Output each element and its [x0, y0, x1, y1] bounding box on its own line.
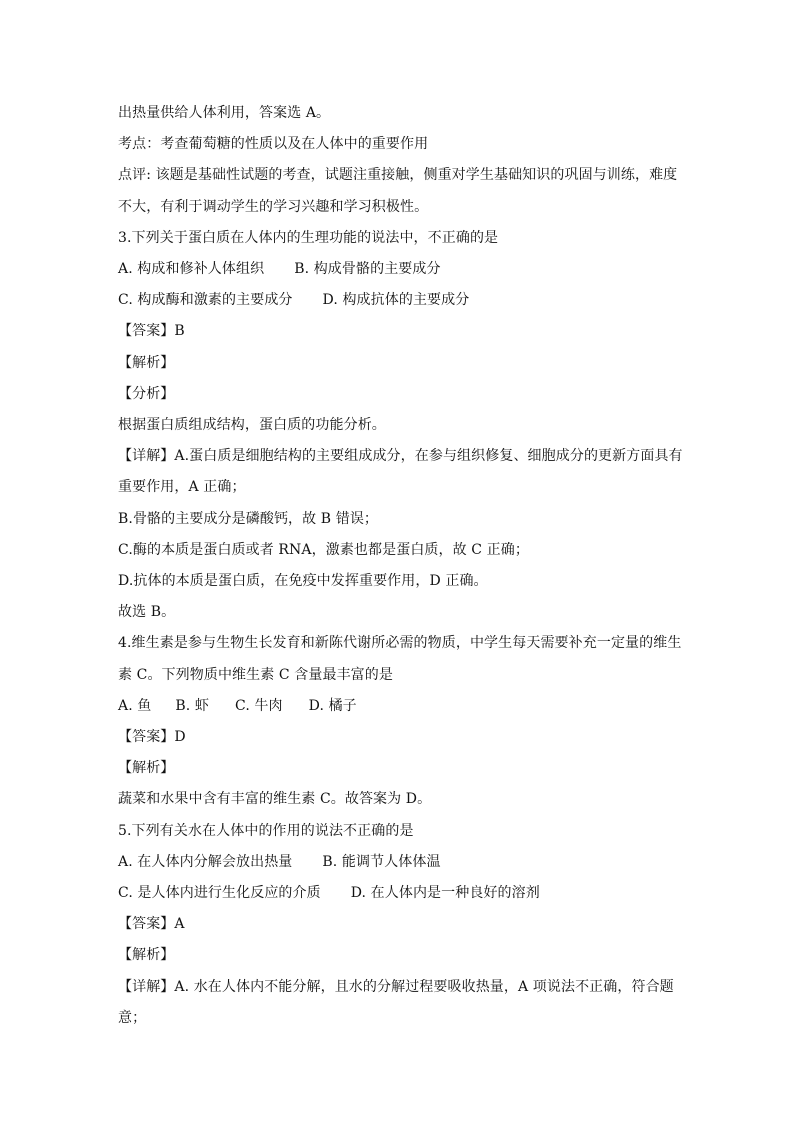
answer-label: 【答案】B: [118, 323, 185, 340]
option-c: C. 牛肉: [235, 697, 283, 714]
text-line: 点评: 该题是基础性试题的考查，试题注重接触，侧重对学生基础知识的巩固与训练，难度: [118, 167, 678, 184]
option-c: C. 构成酶和激素的主要成分: [118, 292, 293, 309]
question-5-stem: 5.下列有关水在人体中的作用的说法不正确的是: [118, 822, 414, 839]
analysis-label: 【分析】: [118, 385, 175, 402]
text-line: 出热量供给人体利用，答案选 A。: [118, 105, 331, 121]
option-b: B. 虾: [175, 697, 210, 714]
detail-text: C.酶的本质是蛋白质或者 RNA，激素也都是蛋白质，故 C 正确；: [118, 541, 529, 558]
question-4-options: [118, 691, 684, 722]
text-line: 考点：考查葡萄糖的性质以及在人体中的重要作用: [118, 136, 429, 153]
detail-text: 意；: [118, 1009, 147, 1026]
option-a: A. 鱼: [118, 697, 152, 714]
option-a: A. 构成和修补人体组织: [118, 261, 265, 278]
detail-text: 【详解】A.蛋白质是细胞结构的主要组成成分，在参与组织修复、细胞成分的更新方面具有: [118, 448, 683, 465]
explanation-label: 【解析】: [118, 354, 175, 371]
option-d: D. 橘子: [308, 697, 357, 714]
question-5-options-row-2: [118, 878, 684, 909]
answer-label: 【答案】D: [118, 729, 186, 746]
question-3-stem: 3.下列关于蛋白质在人体内的生理功能的说法中，不正确的是: [118, 229, 499, 246]
detail-text: 重要作用，A 正确；: [118, 479, 246, 496]
option-d: D. 在人体内是一种良好的溶剂: [350, 885, 540, 902]
conclusion-text: 故选 B。: [118, 604, 176, 621]
answer-label: 【答案】A: [118, 916, 185, 933]
detail-text: 【详解】A. 水在人体内不能分解，且水的分解过程要吸收热量，A 项说法不正确，符合题: [118, 978, 674, 995]
question-3-options-row-1: [118, 254, 684, 285]
question-4-stem: 素 C。下列物质中维生素 C 含量最丰富的是: [118, 666, 393, 683]
analysis-text: 蔬菜和水果中含有丰富的维生素 C。故答案为 D。: [118, 791, 432, 808]
analysis-text: 根据蛋白质组成结构，蛋白质的功能分析。: [118, 417, 386, 434]
explanation-label: 【解析】: [118, 760, 175, 777]
question-5-options-row-1: [118, 847, 684, 878]
text-line: 不大，有利于调动学生的学习兴趣和学习积极性。: [118, 198, 429, 215]
option-d: D. 构成抗体的主要成分: [322, 292, 470, 309]
option-b: B. 构成骨骼的主要成分: [294, 261, 441, 278]
detail-text: D.抗体的本质是蛋白质，在免疫中发挥重要作用，D 正确。: [118, 573, 488, 590]
option-c: C. 是人体内进行生化反应的介质: [118, 885, 321, 902]
option-a: A. 在人体内分解会放出热量: [118, 853, 293, 870]
question-4-stem: 4.维生素是参与生物生长发育和新陈代谢所必需的物质，中学生每天需要补充一定量的维生: [118, 635, 682, 652]
detail-text: B.骨骼的主要成分是磷酸钙，故 B 错误；: [118, 510, 379, 527]
explanation-label: 【解析】: [118, 947, 175, 964]
question-3-options-row-2: [118, 285, 684, 316]
option-b: B. 能调节人体体温: [322, 853, 441, 870]
